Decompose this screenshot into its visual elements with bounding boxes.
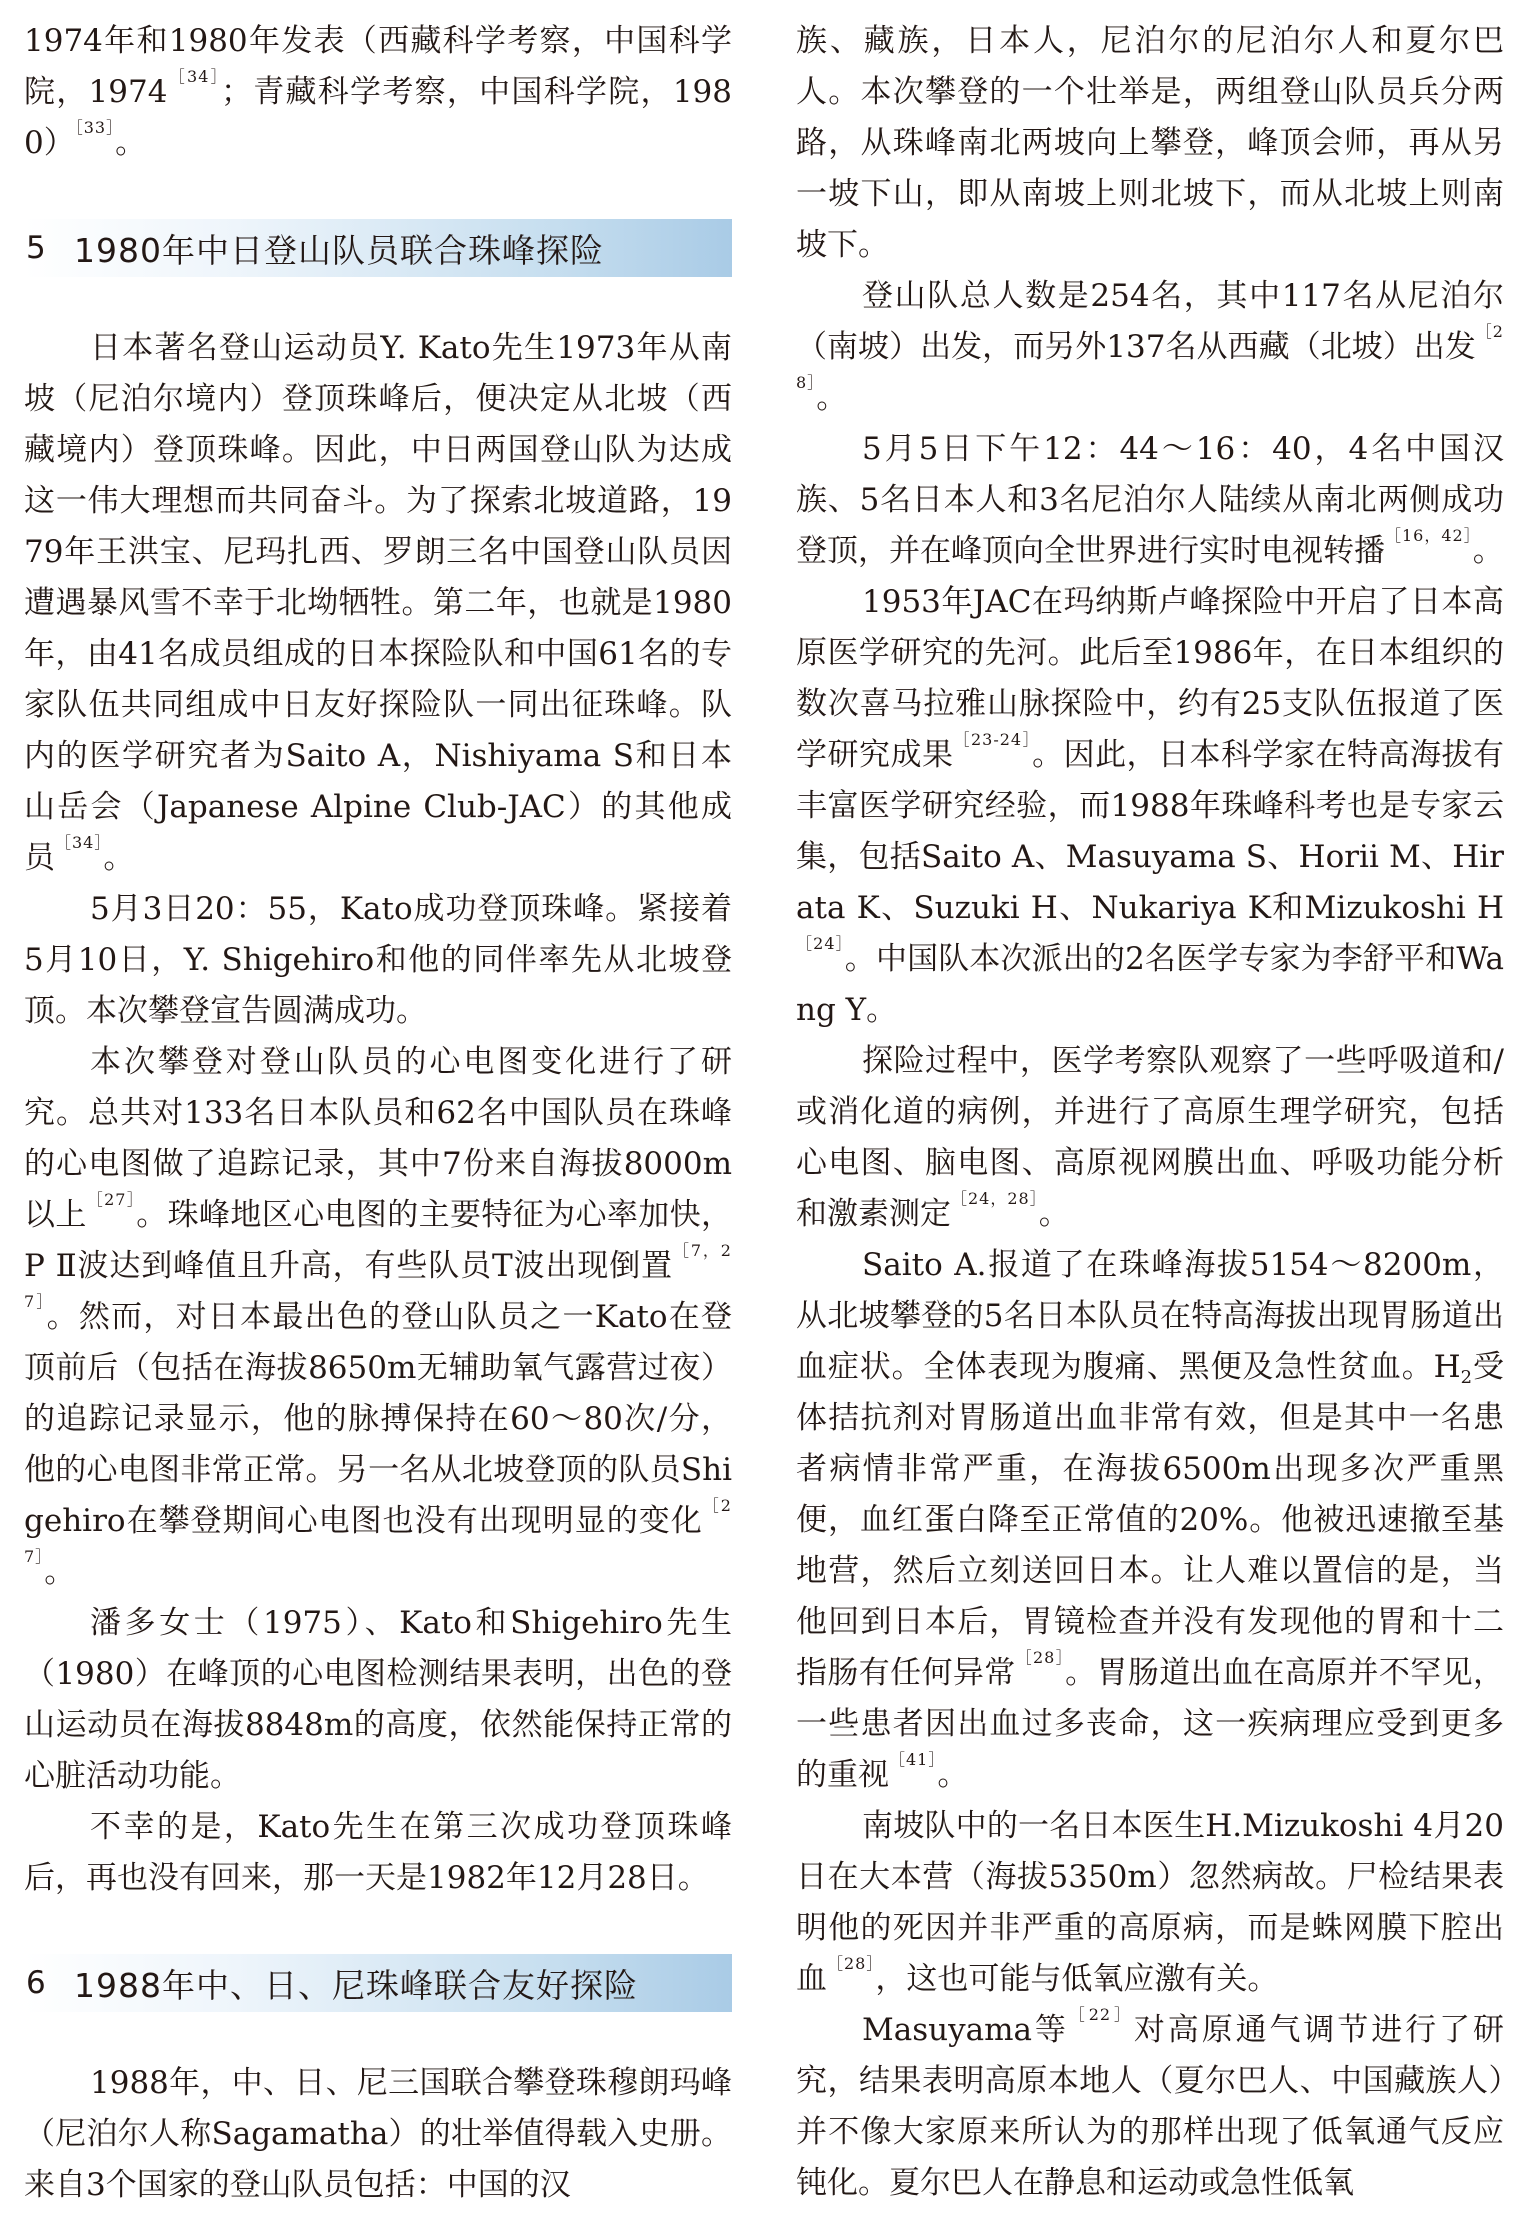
paragraph xyxy=(796,1240,1504,1801)
section-number: 5 xyxy=(26,230,46,266)
text-run: 1974年和1980年发表（西藏科学考察，中国科学院，1974 xyxy=(24,23,732,110)
text-run: 。中国队本次派出的2名医学专家为李舒平和Wang Y。 xyxy=(796,941,1504,1028)
text-run: ；青藏科学考察，中国科学院，1980） xyxy=(24,74,732,161)
paragraph xyxy=(796,1036,1504,1240)
text-run: 本次攀登对登山队员的心电图变化进行了研究。总共对133名日本队员和62名中国队员在珠峰的心电图做了追踪记录，其中7份来自海拔8000m以上 xyxy=(24,1044,732,1233)
paragraph: 潘多女士（1975）、Kato和Shigehiro先生（1980）在峰顶的心电图检测结果表明，出色的登山运动员在海拔8848m的高度，依然能保持正常的心脏活动功能。 xyxy=(24,1605,732,1794)
citation[interactable]: ［22］ xyxy=(1068,2005,1134,2024)
paragraph: 不幸的是，Kato先生在第三次成功登顶珠峰后，再也没有回来，那一天是1982年12月28日。 xyxy=(24,1809,732,1896)
text-run: 探险过程中，医学考察队观察了一些呼吸道和/或消化道的病例，并进行了高原生理学研究，包括心电图、脑电图、高原视网膜出血、呼吸功能分析和激素测定 xyxy=(796,1043,1504,1232)
section-title: 1980年中日登山队员联合珠峰探险 xyxy=(74,230,604,270)
text-run: Masuyama等 xyxy=(862,2012,1069,2048)
text-run: 1953年JAC在玛纳斯卢峰探险中开启了日本高原医学研究的先河。此后至1986年，在日本组织的数次喜马拉雅山脉探险中，约有25支队伍报道了医学研究成果 xyxy=(796,584,1504,773)
text-run: 南坡队中的一名日本医生H.Mizukoshi 4月20日在大本营（海拔5350m）忽然病故。尸检结果表明他的死因并非严重的高原病，而是蛛网膜下腔出血 xyxy=(796,1808,1504,1997)
paragraph xyxy=(24,1037,732,1598)
citation[interactable]: ［34］ xyxy=(55,833,104,852)
paragraph xyxy=(24,323,732,884)
citation[interactable]: ［24，28］ xyxy=(951,1189,1039,1208)
section-6-heading xyxy=(24,1954,732,2012)
text-run: 日本著名登山运动员Y. Kato先生1973年从南坡（尼泊尔境内）登顶珠峰后，便决定从北坡（西藏境内）登顶珠峰。因此，中日两国登山队为达成这一伟大理想而共同奋斗。为了探索北坡道路，1979年王洪宝、尼玛扎西、罗朗三名中国登山队员因遭遇暴风雪不幸于北坳牺牲。第二年，也就是1980年，由41名成员组成的日本探险队和中国61名的专家队伍共同组成中日友好探险队一同出征珠峰。队内的医学研究者为Saito A，Nishiyama S和日本山岳会（Japanese Alpine Club-JAC）的其他成员 xyxy=(24,330,732,876)
text-run: 登山队总人数是254名，其中117名从尼泊尔（南坡）出发，而另外137名从西藏（北坡）出发 xyxy=(796,278,1504,365)
paragraph xyxy=(796,271,1504,424)
citation[interactable]: ［28］ xyxy=(796,322,1504,392)
right-column xyxy=(796,16,1504,2209)
subscript: 2 xyxy=(1460,1367,1473,1388)
paragraph xyxy=(796,424,1504,577)
paragraph: 5月3日20：55，Kato成功登顶珠峰。紧接着5月10日，Y. Shigehiro和他的同伴率先从北坡登顶。本次攀登宣告圆满成功。 xyxy=(24,891,732,1029)
text-run: 。然而，对日本最出色的登山队员之一Kato在登顶前后（包括在海拔8650m无辅助氧气露营过夜）的追踪记录显示，他的脉搏保持在60～80次/分，他的心电图非常正常。另一名从北坡登顶的队员Shigehiro在攀登期间心电图也没有出现明显的变化 xyxy=(24,1299,732,1539)
citation[interactable]: ［27］ xyxy=(24,1496,732,1566)
text-run: 。因此，日本科学家在特高海拔有丰富医学研究经验，而1988年珠峰科考也是专家云集，包括Saito A、Masuyama S、Horii M、Hirata K、Suzuki H、Nukariya K和Mizukoshi H xyxy=(796,737,1504,926)
citation[interactable]: ［34］ xyxy=(167,67,221,86)
text-run: 。 xyxy=(1038,1196,1070,1232)
text-run: 。 xyxy=(1472,533,1504,569)
citation[interactable]: ［27］ xyxy=(86,1190,137,1209)
citation[interactable]: ［28］ xyxy=(827,1954,876,1973)
paragraph xyxy=(796,577,1504,1036)
text-run: 。 xyxy=(937,1757,969,1793)
text-run: 。 xyxy=(103,840,135,876)
text-run: 。珠峰地区心电图的主要特征为心率加快，P Ⅱ波达到峰值且升高，有些队员T波出现倒置 xyxy=(24,1197,732,1284)
text-run: ，这也可能与低氧应激有关。 xyxy=(875,1961,1279,1997)
section-5-heading xyxy=(24,219,732,277)
text-run: Saito A.报道了在珠峰海拔5154～8200m，从北坡攀登的5名日本队员在特高海拔出现胃肠道出血症状。全体表现为腹痛、黑便及急性贫血。H xyxy=(796,1247,1504,1385)
text-run: 。 xyxy=(816,380,848,416)
text-run: 。胃肠道出血在高原并不罕见，一些患者因出血过多丧命，这一疾病理应受到更多的重视 xyxy=(796,1655,1504,1793)
citation[interactable]: ［41］ xyxy=(889,1750,938,1769)
paragraph xyxy=(796,2005,1504,2209)
text-run: 受体拮抗剂对胃肠道出血非常有效，但是其中一名患者病情非常严重，在海拔6500m出现多次严重黑便，血红蛋白降至正常值的20%。他被迅速撤至基地营，然后立刻送回日本。让人难以置信的是，当他回到日本后，胃镜检查并没有发现他的胃和十二指肠有任何异常 xyxy=(796,1349,1504,1691)
left-column xyxy=(24,16,732,2211)
citation[interactable]: ［7，27］ xyxy=(24,1241,732,1311)
paragraph: 1988年，中、日、尼三国联合攀登珠穆朗玛峰（尼泊尔人称Sagamatha）的壮举值得载入史册。来自3个国家的登山队员包括：中国的汉 xyxy=(24,2065,732,2203)
paragraph xyxy=(796,1801,1504,2005)
citation[interactable]: ［16，42］ xyxy=(1385,526,1473,545)
citation[interactable]: ［24］ xyxy=(796,934,845,953)
citation[interactable]: ［28］ xyxy=(1015,1648,1066,1667)
text-run: 。 xyxy=(44,1554,76,1590)
citation[interactable]: ［33］ xyxy=(74,118,116,137)
paragraph-intro xyxy=(24,16,732,169)
text-run: 。 xyxy=(115,125,147,161)
paragraph-continued: 族、藏族，日本人，尼泊尔的尼泊尔人和夏尔巴人。本次攀登的一个壮举是，两组登山队员兵分两路，从珠峰南北两坡向上攀登，峰顶会师，再从另一坡下山，即从南坡上则北坡下，而从北坡上则南坡下。 xyxy=(796,23,1504,263)
text-run: 对高原通气调节进行了研究，结果表明高原本地人（夏尔巴人、中国藏族人）并不像大家原来所认为的那样出现了低氧通气反应钝化。夏尔巴人在静息和运动或急性低氧 xyxy=(796,2012,1504,2201)
text-run: 5月5日下午12：44～16：40，4名中国汉族、5名日本人和3名尼泊尔人陆续从南北两侧成功登顶，并在峰顶向全世界进行实时电视转播 xyxy=(796,431,1504,569)
citation[interactable]: ［23-24］ xyxy=(953,730,1033,749)
section-title: 1988年中、日、尼珠峰联合友好探险 xyxy=(74,1965,638,2005)
section-number: 6 xyxy=(26,1965,46,2001)
